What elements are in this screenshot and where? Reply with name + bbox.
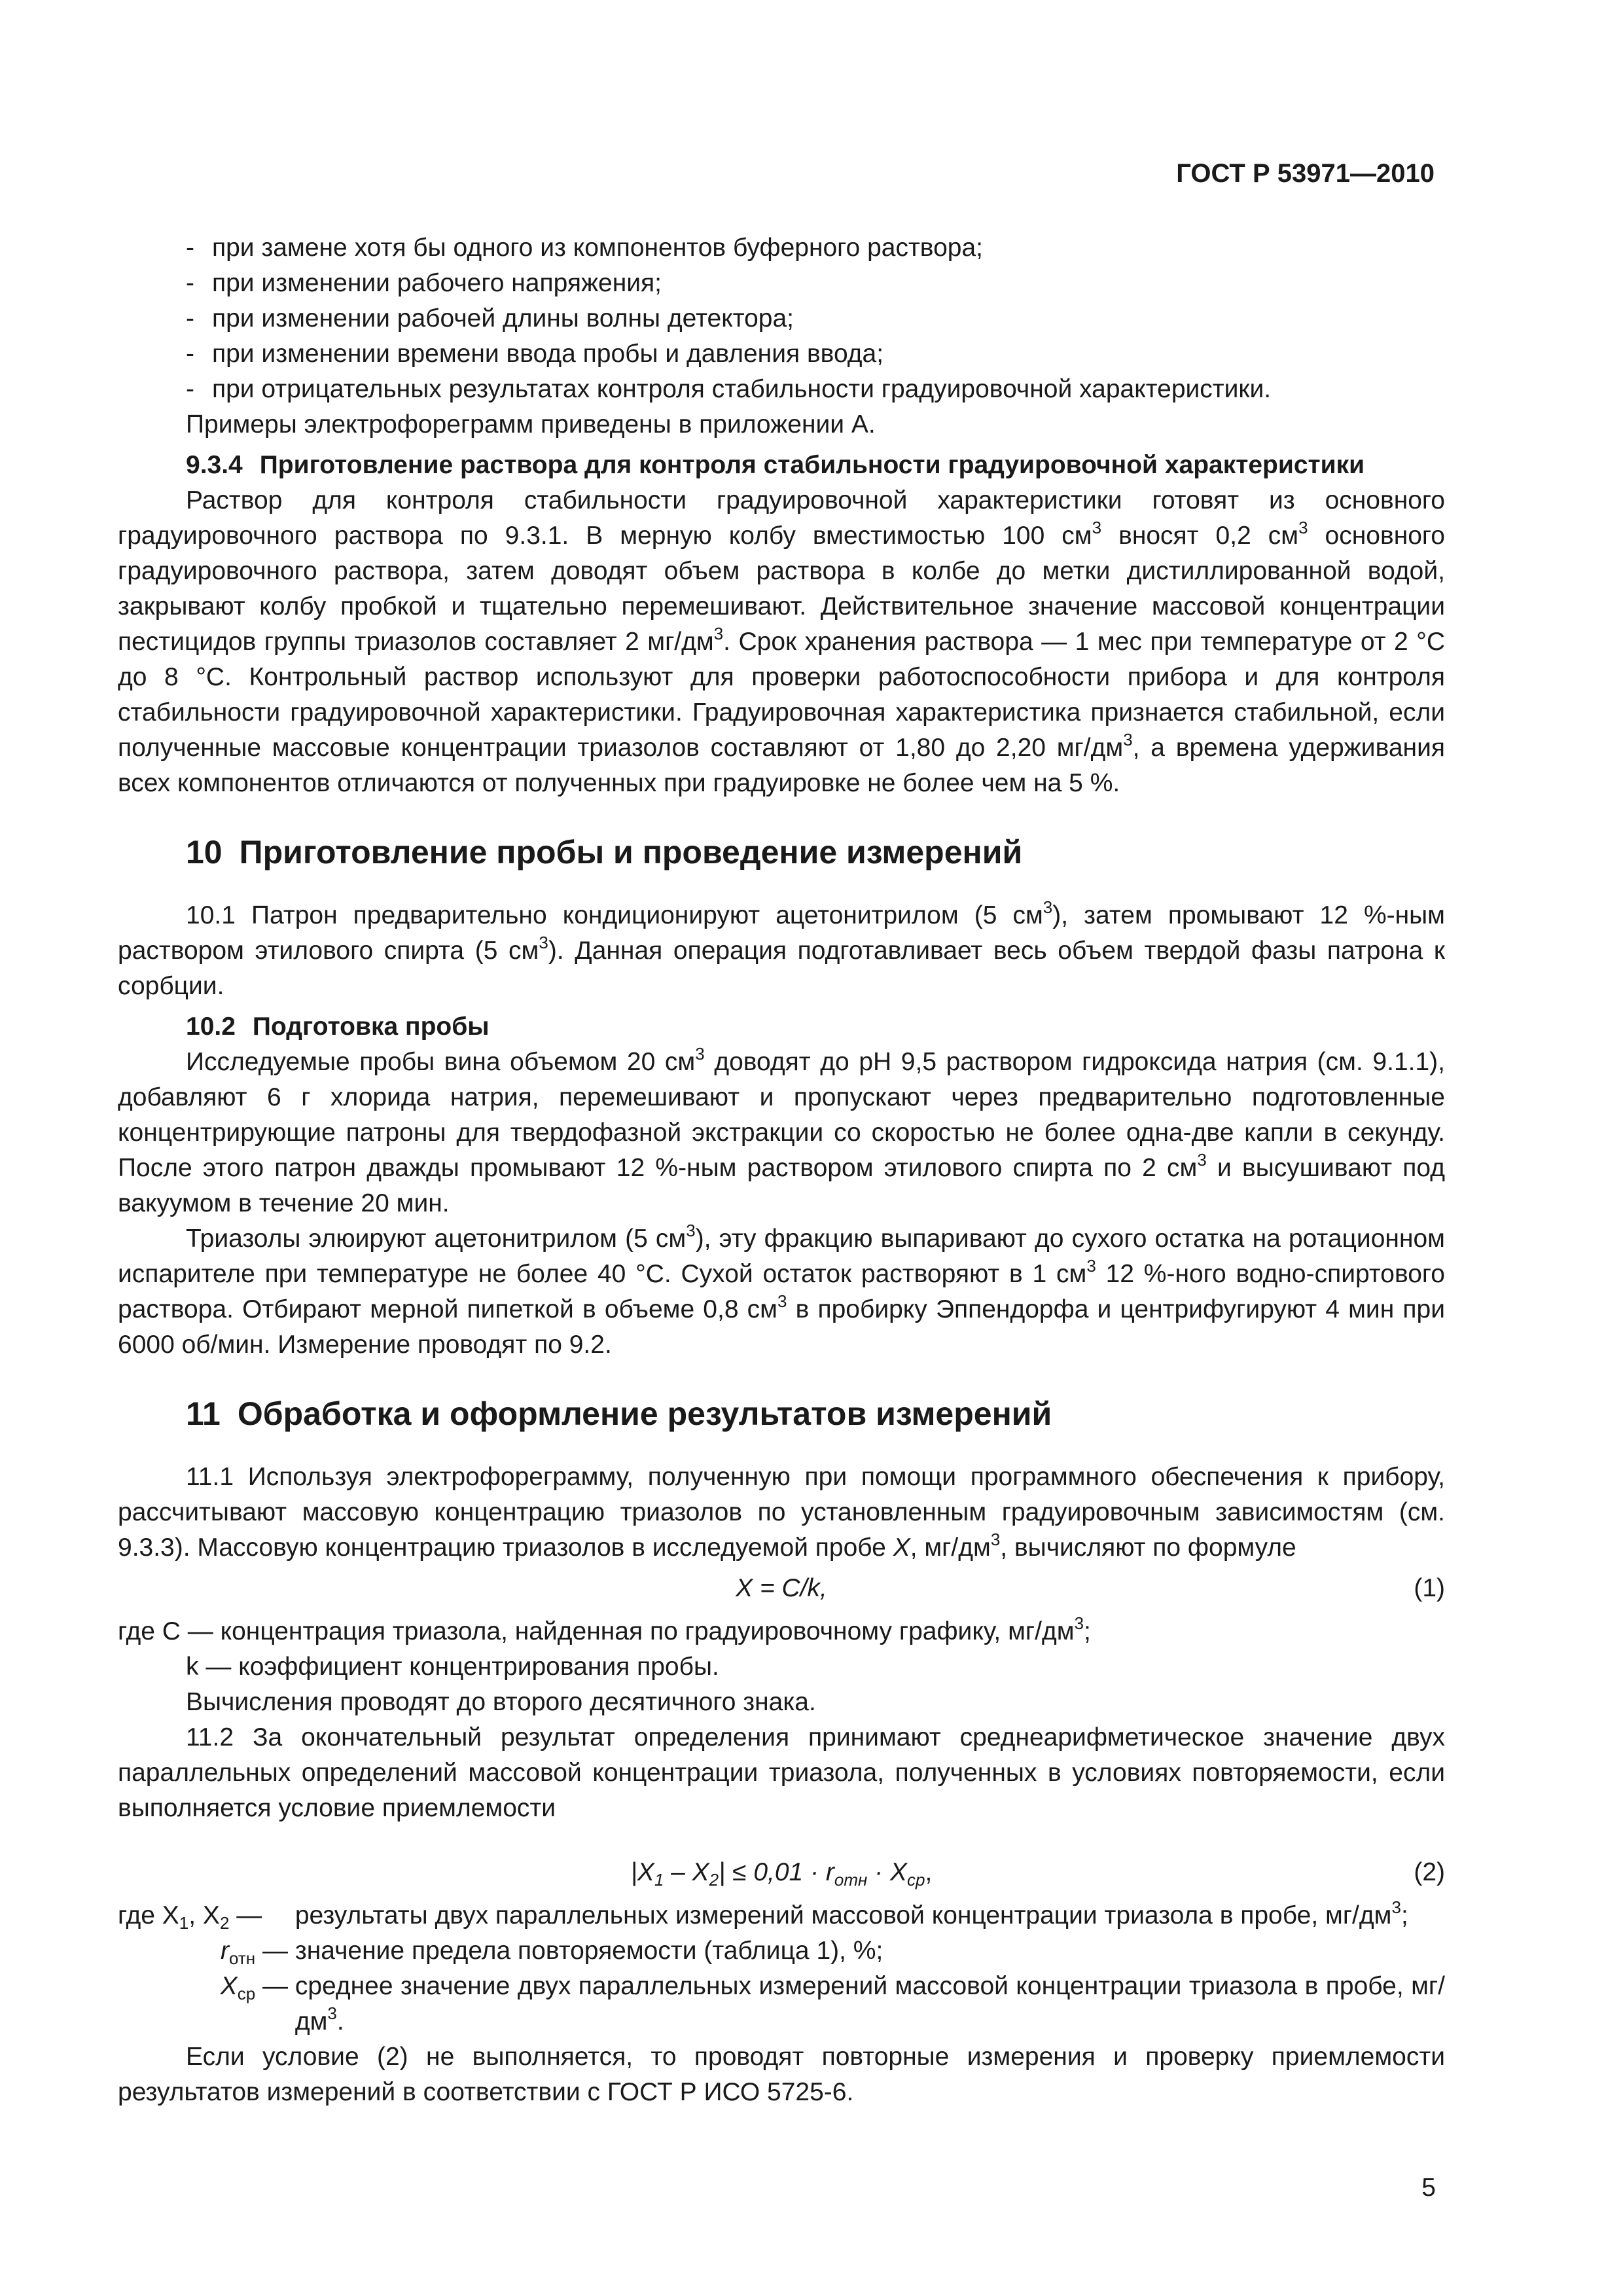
final-paragraph: Если условие (2) не выполняется, то проводят повторные измерения и проверку приемлемости результатов измерений в соответствии с ГОСТ Р ИСО 5725-6. (118, 2043, 1445, 2106)
formula-1-number: (1) (1414, 1574, 1445, 1602)
subsection-heading-10-2: 10.2 Подготовка пробы (186, 1013, 490, 1041)
formula-1-expression: X = C/k, (736, 1574, 827, 1602)
list-item: - при изменении времени ввода пробы и давления ввода; (186, 340, 884, 368)
page-number: 5 (1421, 2174, 1436, 2202)
where-x1-x2: где $X_1$, $X_2$ — результаты двух параллельных измерений массовой концентрации триазола в пробе, $мг/дм^3$; (118, 1897, 1408, 1933)
calculation-note: Вычисления проводят до второго десятичного знака. (186, 1688, 816, 1716)
formula-2 (118, 1855, 1445, 1890)
section-heading-11: 11 Обработка и оформление результатов измерений (186, 1395, 1052, 1432)
where-c: где C — концентрация триазола, найденная по градуировочному графику, $мг/дм^3$; (118, 1613, 1091, 1645)
where-k: k — коэффициент концентрирования пробы. (186, 1653, 719, 1681)
where-r-otn: $r_{отн}$ — значение предела повторяемости (таблица 1), %; (221, 1937, 883, 1968)
list-item: - при отрицательных результатах контроля стабильности градуировочной характеристики. (186, 375, 1272, 403)
list-item: - при изменении рабочего напряжения; (186, 269, 662, 297)
examples-paragraph: Примеры электрофореграмм приведены в приложении А. (186, 410, 876, 439)
paragraph-11-2: 11.2 За окончательный результат определения принимают среднеарифметическое значение двух параллельных определений массовой концентрации триазола, полученных в условиях повторяемости, если выполняется условие приемлемости (118, 1723, 1445, 1822)
subsection-heading-9-3-4: 9.3.4 Приготовление раствора для контроля стабильности градуировочной характеристики (186, 451, 1365, 479)
section-heading-10: 10 Приготовление пробы и проведение измерений (186, 834, 1023, 870)
page-content (118, 230, 1445, 2110)
list-item: - при изменении рабочей длины волны детектора; (186, 304, 794, 332)
document-header: ГОСТ Р 53971—2010 (1176, 159, 1435, 188)
where-x-cp: $X_{ср}$ — среднее значение двух параллельных измерений массовой концентрации триазола в пробе, $мг/дм^3$. (220, 1972, 1445, 2036)
paragraph-11-1: 11.1 Используя электрофореграмму, полученную при помощи программного обеспечения к прибору, рассчитывают массовую концентрацию триазолов по установленным градуировочным зависимостям (см. 9.3.3). Массовую концентрацию триазолов в исследуемой пробе X, $мг/дм^3$, вычисляют по формуле (118, 1463, 1445, 1562)
conditions-list (118, 230, 1445, 407)
paragraph-10-2: Исследуемые пробы вина объемом 20 $см^3$ доводят до рН 9,5 раствором гидроксида натрия (см. 9.1.1), добавляют 6 г хлорида натрия, перемешивают и пропускают через предварительно подготовленные концентрирующие патроны для твердофазной экстракции со скоростью не более одна-две капли в секунду. После этого патрон дважды промывают 12 %-ным раствором этилового спирта по 2 $см^3$ и высушивают под вакуумом в течение 20 мин. (118, 1044, 1445, 1217)
paragraph-9-3-4: Раствор для контроля стабильности градуировочной характеристики готовят из основного градуировочного раствора по 9.3.1. В мерную колбу вместимостью 100 $см^3$ вносят 0,2 $см^3$ основного градуировочного раствора, затем доводят объем раствора в колбе до метки дистиллированной водой, закрывают колбу пробкой и тщательно перемешивают. Действительное значение массовой концентрации пестицидов группы триазолов составляет 2 $мг/дм^3$. Срок хранения раствора — 1 мес при температуре от 2 °С до 8 °С. Контрольный раствор используют для проверки работоспособности прибора и для контроля стабильности градуировочной характеристики. Градуировочная характеристика признается стабильной, если полученные массовые концентрации триазолов составляют от 1,80 до 2,20 $мг/дм^3$, а времена удерживания всех компонентов отличаются от полученных при градуировке не более чем на 5 %. (118, 486, 1445, 797)
formula-2-number: (2) (1414, 1858, 1445, 1886)
paragraph-10-1: 10.1 Патрон предварительно кондиционируют ацетонитрилом (5 $см^3$), затем промывают 12 %-ным раствором этилового спирта (5 $см^3$). Данная операция подготавливает весь объем твердой фазы патрона к сорбции. (118, 897, 1445, 1000)
paragraph-10-2-elution: Триазолы элюируют ацетонитрилом (5 $см^3$), эту фракцию выпаривают до сухого остатка на ротационном испарителе при температуре не более 40 °С. Сухой остаток растворяют в 1 $см^3$ 12 %-ного водно-спиртового раствора. Отбирают мерной пипеткой в объеме 0,8 $см^3$ в пробирку Эппендорфа и центрифугируют 4 мин при 6000 об/мин. Измерение проводят по 9.2. (118, 1221, 1445, 1359)
formula-2-expression: $|X_1 - X_2| \le 0,01 \cdot r_{отн} \cdot X_{ср}$, (630, 1858, 933, 1890)
formula-1 (118, 1571, 1445, 1606)
list-item: - при замене хотя бы одного из компонентов буферного раствора; (186, 234, 983, 262)
